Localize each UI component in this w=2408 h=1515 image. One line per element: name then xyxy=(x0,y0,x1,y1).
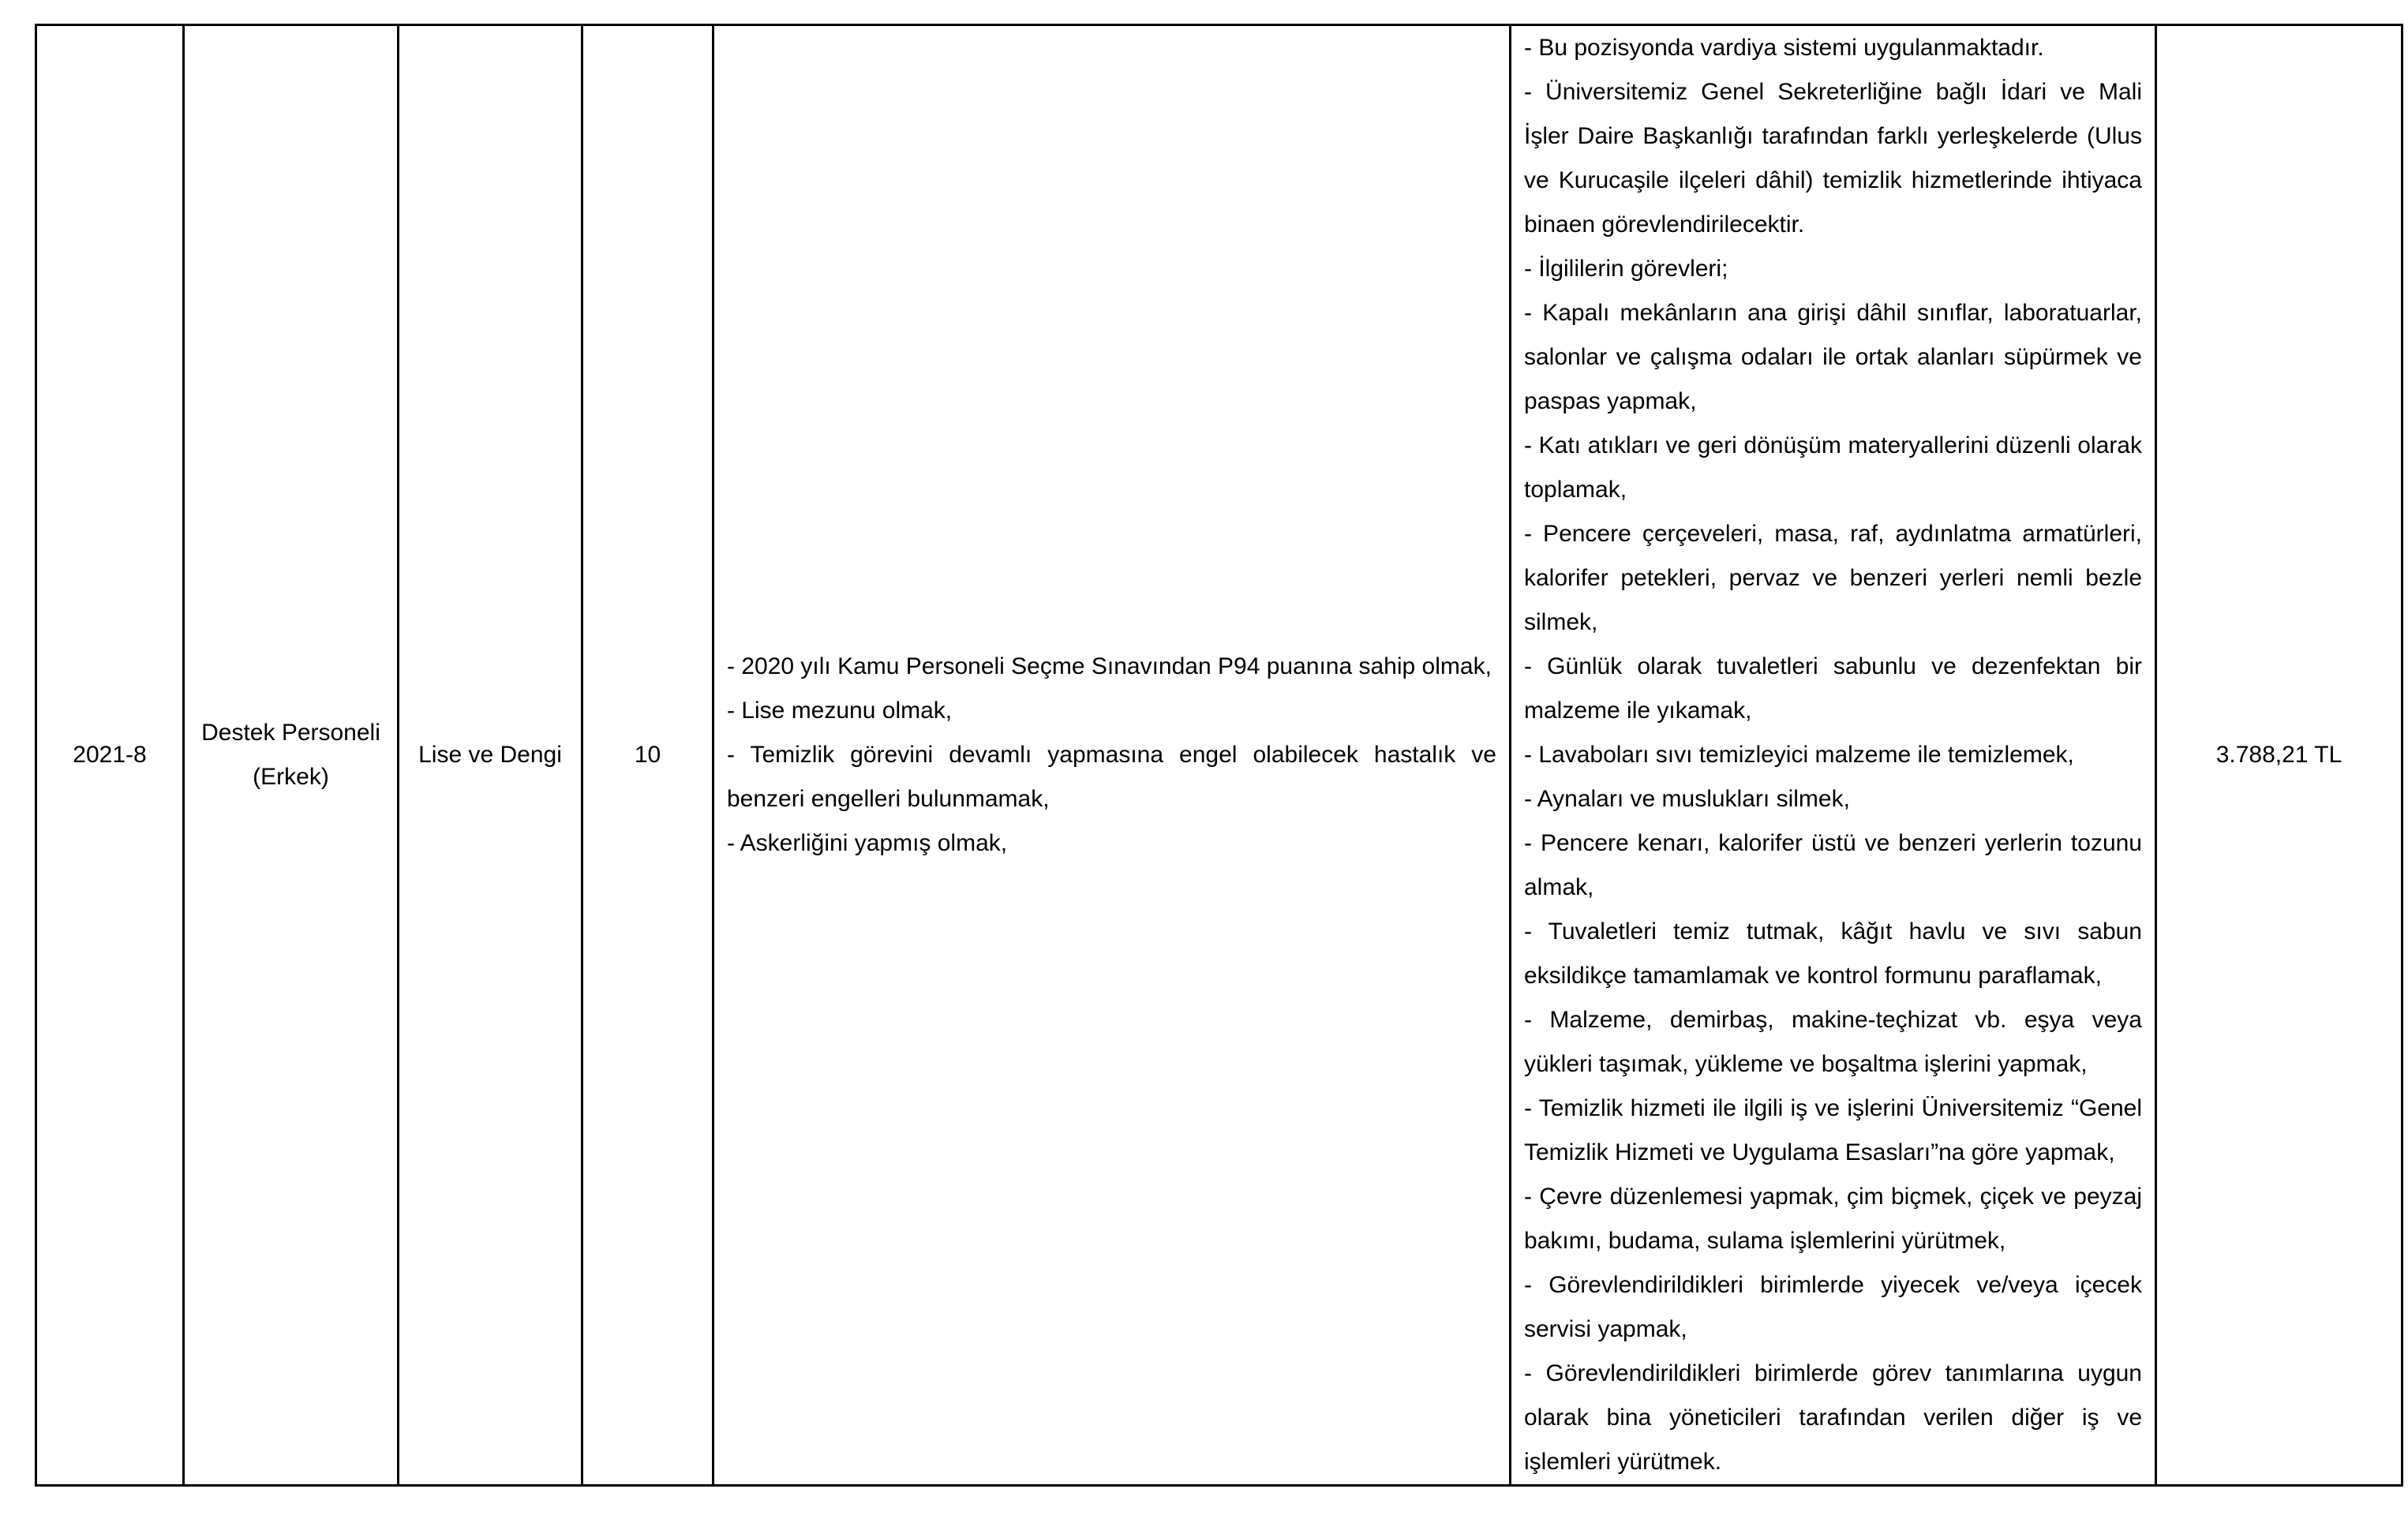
description-item: - Görevlendirildikleri birimlerde görev tanımlarına uygun olarak bina yöneticileri tarafından verilen diğer iş ve işlemleri yürütmek. xyxy=(1524,1360,2142,1475)
description-item: - Temizlik hizmeti ile ilgili iş ve işlerini Üniversitemiz “Genel Temizlik Hizmeti ve Uygulama Esasları”na göre yapmak, xyxy=(1524,1095,2142,1165)
description-item: - Lavaboları sıvı temizleyici malzeme ile temizlemek, xyxy=(1524,742,2074,768)
description-item: - İlgililerin görevleri; xyxy=(1524,256,1728,282)
position-count-cell xyxy=(582,25,713,1486)
description-item: - Pencere kenarı, kalorifer üstü ve benzeri yerlerin tozunu almak, xyxy=(1524,830,2142,900)
description-item: - Görevlendirildikleri birimlerde yiyecek ve/veya içecek servisi yapmak, xyxy=(1524,1272,2142,1342)
education-level: Lise ve Dengi xyxy=(418,742,562,768)
job-posting-table xyxy=(35,24,2403,1487)
salary-cell xyxy=(2156,25,2402,1486)
position-code-cell xyxy=(36,25,184,1486)
position-count: 10 xyxy=(634,742,661,768)
description-item: - Üniversitemiz Genel Sekreterliğine bağlı İdari ve Mali İşler Daire Başkanlığı tarafından farklı yerleşkelerde (Ulus ve Kurucaşile ilçeleri dâhil) temizlik hizmetlerinde ihtiyaca binaen görevlendirilecektir. xyxy=(1524,79,2142,238)
description-item: - Günlük olarak tuvaletleri sabunlu ve dezenfektan bir malzeme ile yıkamak, xyxy=(1524,653,2142,724)
description-item: - Pencere çerçeveleri, masa, raf, aydınlatma armatürleri, kalorifer petekleri, pervaz ve benzeri yerleri nemli bezle silmek, xyxy=(1524,521,2142,635)
description-item: - Katı atıkları ve geri dönüşüm materyallerini düzenli olarak toplamak, xyxy=(1524,432,2142,503)
description-item: - Bu pozisyonda vardiya sistemi uygulanmaktadır. xyxy=(1524,35,2044,61)
requirement-item: - Temizlik görevini devamlı yapmasına engel olabilecek hastalık ve benzeri engelleri bulunmamak, xyxy=(727,742,1496,812)
requirement-item: - Askerliğini yapmış olmak, xyxy=(727,830,1008,856)
position-gender-line: (Erkek) xyxy=(253,764,329,790)
requirement-item: - Lise mezunu olmak, xyxy=(727,698,953,724)
requirement-item: - 2020 yılı Kamu Personeli Seçme Sınavından P94 puanına sahip olmak, xyxy=(727,653,1492,679)
table-row xyxy=(36,25,2402,1486)
job-posting-table-wrapper xyxy=(35,24,2403,1487)
description-item: - Tuvaletleri temiz tutmak, kâğıt havlu ve sıvı sabun eksildikçe tamamlamak ve kontrol formunu paraflamak, xyxy=(1524,918,2142,989)
position-title-line: Destek Personeli xyxy=(201,720,380,746)
position-title-cell xyxy=(184,25,399,1486)
position-code: 2021-8 xyxy=(73,742,147,768)
description-item: - Kapalı mekânların ana girişi dâhil sınıflar, laboratuarlar, salonlar ve çalışma odaları ile ortak alanları süpürmek ve paspas yapmak, xyxy=(1524,300,2142,414)
description-item: - Çevre düzenlemesi yapmak, çim biçmek, çiçek ve peyzaj bakımı, budama, sulama işlemlerini yürütmek, xyxy=(1524,1184,2142,1254)
education-level-cell xyxy=(399,25,582,1486)
description-item: - Aynaları ve muslukları silmek, xyxy=(1524,786,1850,812)
description-item: - Malzeme, demirbaş, makine-teçhizat vb. eşya veya yükleri taşımak, yükleme ve boşaltma işlerini yapmak, xyxy=(1524,1007,2142,1077)
salary-amount: 3.788,21 TL xyxy=(2215,742,2342,768)
requirements-cell xyxy=(713,25,1511,1486)
job-description-cell xyxy=(1511,25,2156,1486)
